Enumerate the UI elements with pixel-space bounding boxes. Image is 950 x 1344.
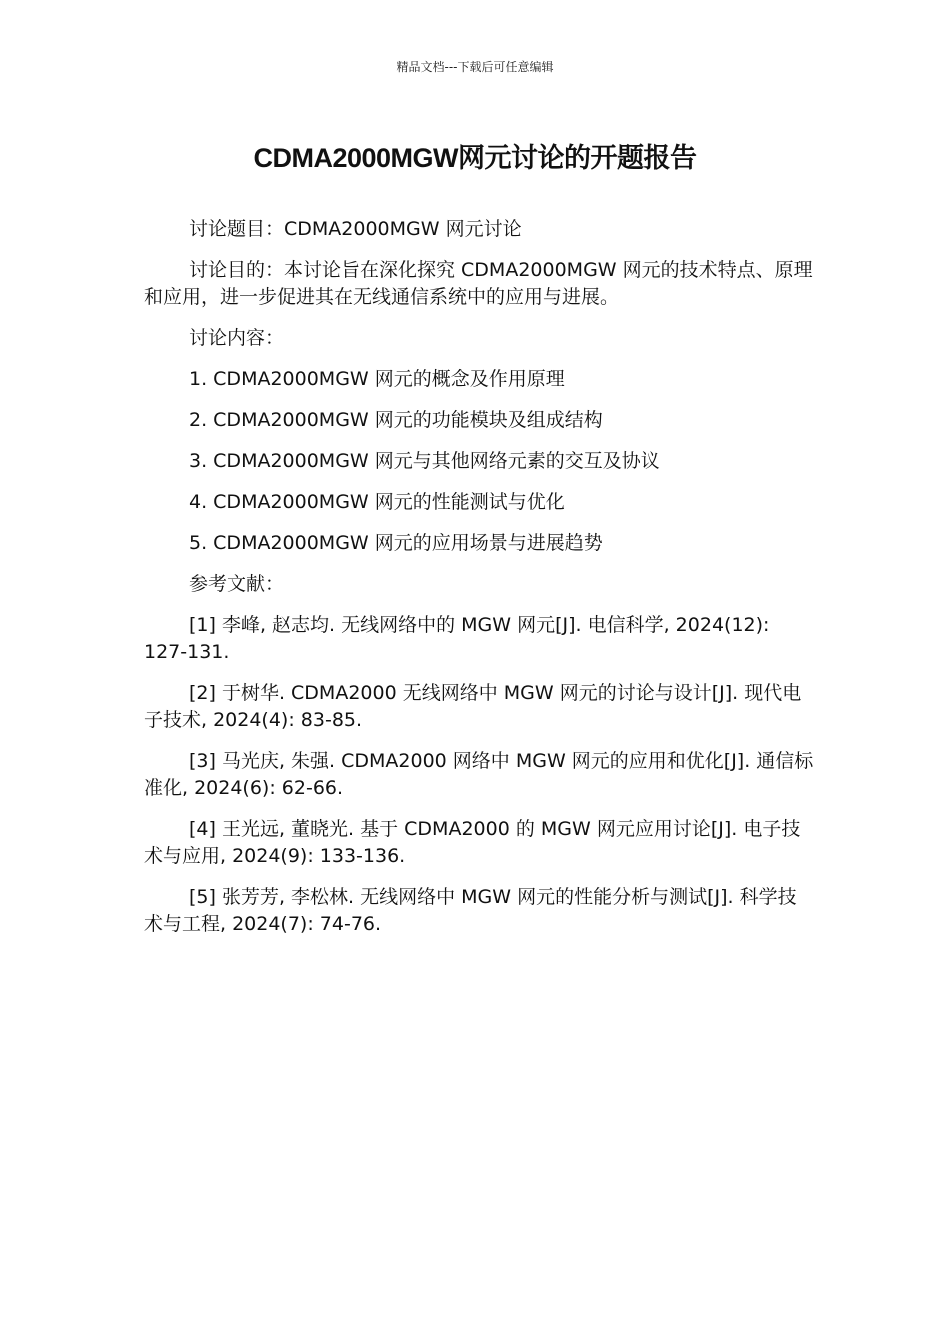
content-item-3: 3. CDMA2000MGW 网元与其他网络元素的交互及协议 <box>189 450 660 472</box>
reference-5: [5] 张芳芳, 李松林. 无线网络中 MGW 网元的性能分析与测试[J]. 科学技术与工程, 2024(7): 74-76. <box>144 886 797 935</box>
reference-3: [3] 马光庆, 朱强. CDMA2000 网络中 MGW 网元的应用和优化[J]. 通信标准化, 2024(6): 62-66. <box>144 750 814 799</box>
reference-1: [1] 李峰, 赵志均. 无线网络中的 MGW 网元[J]. 电信科学, 2024(12): 127-131. <box>144 614 770 663</box>
reference-4: [4] 王光远, 董晓光. 基于 CDMA2000 的 MGW 网元应用讨论[J]. 电子技术与应用, 2024(9): 133-136. <box>144 818 801 867</box>
references-heading: 参考文献： <box>189 573 285 595</box>
purpose-paragraph: 讨论目的：本讨论旨在深化探究 CDMA2000MGW 网元的技术特点、原理和应用，进一步促进其在无线通信系统中的应用与进展。 <box>144 259 813 308</box>
header-note: 精品文档---下载后可任意编辑 <box>396 60 554 74</box>
content-heading: 讨论内容： <box>189 327 285 349</box>
topic-paragraph: 讨论题目：CDMA2000MGW 网元讨论 <box>189 218 522 240</box>
content-item-2: 2. CDMA2000MGW 网元的功能模块及组成结构 <box>189 409 603 431</box>
document-body <box>144 216 814 952</box>
document-title: CDMA2000MGW网元讨论的开题报告 <box>253 143 697 173</box>
content-item-4: 4. CDMA2000MGW 网元的性能测试与优化 <box>189 491 565 513</box>
reference-2: [2] 于树华. CDMA2000 无线网络中 MGW 网元的讨论与设计[J]. 现代电子技术, 2024(4): 83-85. <box>144 682 802 731</box>
content-item-1: 1. CDMA2000MGW 网元的概念及作用原理 <box>189 368 565 390</box>
content-item-5: 5. CDMA2000MGW 网元的应用场景与进展趋势 <box>189 532 603 554</box>
